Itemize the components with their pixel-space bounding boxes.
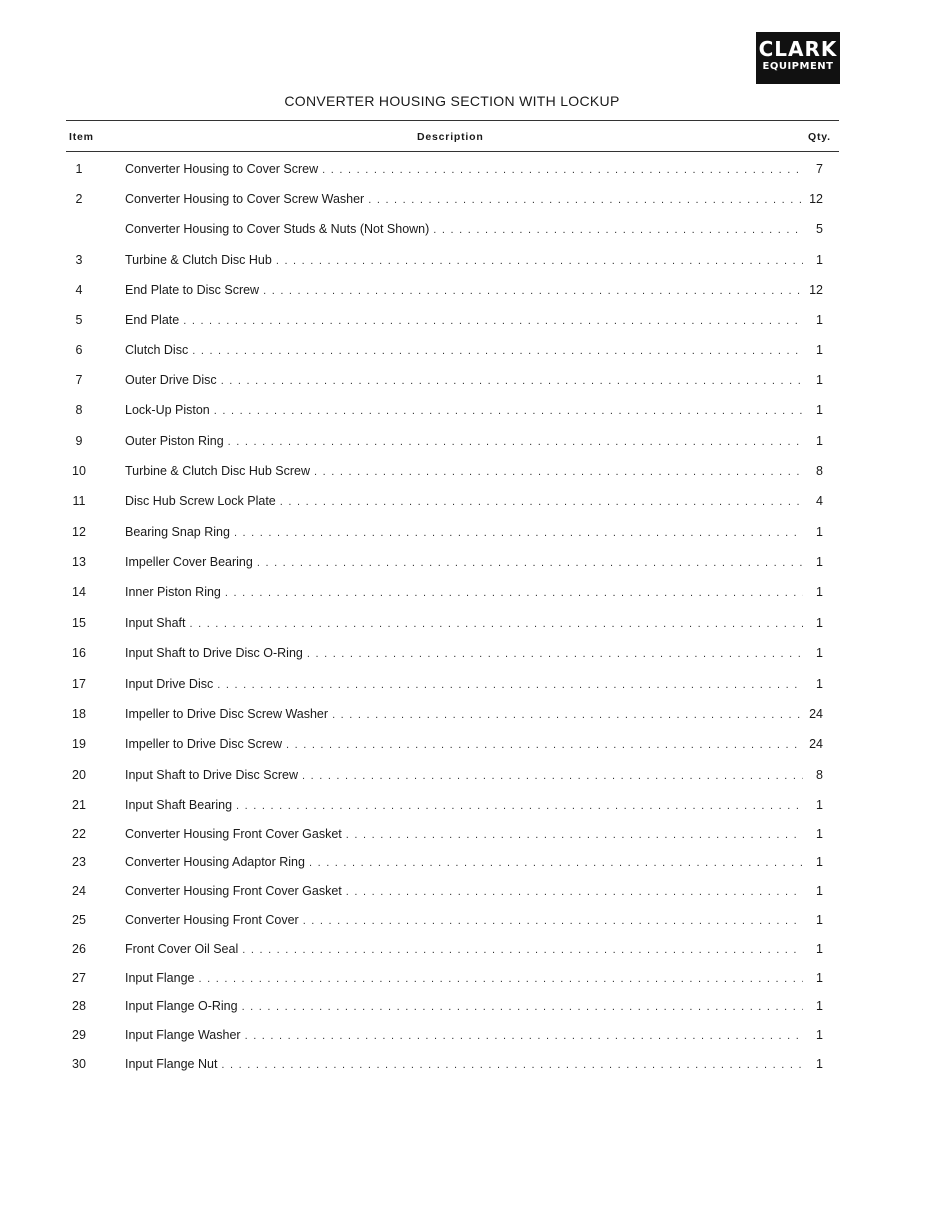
- part-qty: 1: [816, 827, 823, 841]
- table-row: [0, 313, 939, 333]
- dot-leader: [303, 915, 803, 927]
- row-line: [125, 525, 823, 539]
- part-qty: 1: [816, 855, 823, 869]
- dot-leader: [189, 618, 803, 630]
- part-description: Outer Drive Disc: [125, 373, 217, 387]
- row-line: [125, 1028, 823, 1042]
- table-row: [0, 162, 939, 182]
- table-row: [0, 1028, 939, 1048]
- table-row: [0, 494, 939, 514]
- row-line: [125, 253, 823, 267]
- item-number: 24: [72, 884, 86, 898]
- item-number: 9: [75, 434, 83, 448]
- table-row: [0, 525, 939, 545]
- table-row: [0, 827, 939, 847]
- table-row: [0, 737, 939, 757]
- dot-leader: [309, 857, 803, 869]
- part-qty: 1: [816, 585, 823, 599]
- part-qty: 1: [816, 343, 823, 357]
- row-line: [125, 677, 823, 691]
- table-row: [0, 283, 939, 303]
- part-qty: 1: [816, 942, 823, 956]
- item-number: 22: [72, 827, 86, 841]
- header-description: Description: [417, 131, 484, 143]
- part-description: End Plate to Disc Screw: [125, 283, 260, 297]
- row-line: [125, 464, 823, 478]
- row-line: [125, 313, 823, 327]
- part-qty: 7: [816, 162, 823, 176]
- item-number: 28: [72, 999, 86, 1013]
- part-qty: 1: [816, 999, 823, 1013]
- dot-leader: [236, 800, 803, 812]
- item-number: 14: [72, 585, 86, 599]
- item-number: 25: [72, 913, 86, 927]
- part-description: Bearing Snap Ring: [125, 525, 230, 539]
- part-qty: 1: [816, 373, 823, 387]
- part-description: Lock-Up Piston: [125, 403, 210, 417]
- part-description: Input Flange O-Ring: [125, 999, 238, 1013]
- part-description: Turbine & Clutch Disc Hub Screw: [125, 464, 311, 478]
- dot-leader: [242, 944, 803, 956]
- dot-leader: [332, 709, 803, 721]
- part-qty: 1: [816, 403, 823, 417]
- part-qty: 12: [809, 192, 823, 206]
- row-line: [125, 884, 823, 898]
- item-number: 23: [72, 855, 86, 869]
- part-description: Impeller to Drive Disc Screw: [125, 737, 282, 751]
- header-item: Item: [69, 131, 94, 143]
- dot-leader: [221, 375, 803, 387]
- part-description: Input Drive Disc: [125, 677, 214, 691]
- dot-leader: [257, 557, 803, 569]
- row-line: [125, 737, 823, 751]
- item-number: 7: [75, 373, 83, 387]
- table-row: [0, 464, 939, 484]
- part-description: Front Cover Oil Seal: [125, 942, 239, 956]
- dot-leader: [214, 405, 803, 417]
- item-number: 26: [72, 942, 86, 956]
- dot-leader: [286, 739, 803, 751]
- row-line: [125, 555, 823, 569]
- table-row: [0, 585, 939, 605]
- table-row: [0, 707, 939, 727]
- part-description: Inner Piston Ring: [125, 585, 221, 599]
- part-qty: 1: [816, 884, 823, 898]
- item-number: 1: [75, 162, 83, 176]
- item-number: 6: [75, 343, 83, 357]
- row-line: [125, 585, 823, 599]
- dot-leader: [346, 829, 803, 841]
- dot-leader: [228, 436, 803, 448]
- row-line: [125, 434, 823, 448]
- part-description: Input Shaft to Drive Disc O-Ring: [125, 646, 303, 660]
- row-line: [125, 971, 823, 985]
- part-qty: 1: [816, 971, 823, 985]
- dot-leader: [368, 194, 803, 206]
- row-line: [125, 192, 823, 206]
- part-description: Disc Hub Screw Lock Plate: [125, 494, 276, 508]
- header-rule: [66, 151, 839, 152]
- part-qty: 1: [816, 677, 823, 691]
- table-row: [0, 343, 939, 363]
- top-rule: [66, 120, 839, 121]
- row-line: [125, 494, 823, 508]
- part-description: Input Shaft: [125, 616, 186, 630]
- part-description: Converter Housing Front Cover: [125, 913, 299, 927]
- part-qty: 1: [816, 313, 823, 327]
- row-line: [125, 373, 823, 387]
- part-description: Input Flange Washer: [125, 1028, 241, 1042]
- dot-leader: [276, 255, 803, 267]
- item-number: 20: [72, 768, 86, 782]
- table-row: [0, 798, 939, 818]
- item-number: 18: [72, 707, 86, 721]
- dot-leader: [245, 1030, 803, 1042]
- part-qty: 8: [816, 464, 823, 478]
- page-title: CONVERTER HOUSING SECTION WITH LOCKUP: [284, 93, 620, 109]
- part-qty: 1: [816, 798, 823, 812]
- table-row: [0, 855, 939, 875]
- table-row: [0, 434, 939, 454]
- part-description: Converter Housing to Cover Screw: [125, 162, 319, 176]
- part-qty: 12: [809, 283, 823, 297]
- part-description: Impeller to Drive Disc Screw Washer: [125, 707, 329, 721]
- part-qty: 1: [816, 253, 823, 267]
- part-qty: 1: [816, 1028, 823, 1042]
- dot-leader: [314, 466, 803, 478]
- table-row: [0, 403, 939, 423]
- row-line: [125, 855, 823, 869]
- table-row: [0, 768, 939, 788]
- table-row: [0, 1057, 939, 1077]
- part-description: Input Flange Nut: [125, 1057, 218, 1071]
- table-row: [0, 884, 939, 904]
- dot-leader: [221, 1059, 803, 1071]
- part-qty: 24: [809, 707, 823, 721]
- dot-leader: [322, 164, 803, 176]
- row-line: [125, 942, 823, 956]
- table-row: [0, 999, 939, 1019]
- row-line: [125, 827, 823, 841]
- row-line: [125, 768, 823, 782]
- dot-leader: [199, 973, 804, 985]
- row-line: [125, 222, 823, 236]
- row-line: [125, 913, 823, 927]
- part-qty: 4: [816, 494, 823, 508]
- part-qty: 1: [816, 525, 823, 539]
- item-number: 27: [72, 971, 86, 985]
- item-number: 21: [72, 798, 86, 812]
- part-description: Converter Housing to Cover Screw Washer: [125, 192, 365, 206]
- item-number: 8: [75, 403, 83, 417]
- row-line: [125, 999, 823, 1013]
- item-number: 13: [72, 555, 86, 569]
- part-description: Outer Piston Ring: [125, 434, 224, 448]
- table-row: [0, 677, 939, 697]
- logo-line-1: CLARK: [758, 37, 838, 61]
- dot-leader: [263, 285, 803, 297]
- part-qty: 1: [816, 434, 823, 448]
- logo-line-2: EQUIPMENT: [762, 61, 834, 72]
- part-description: Converter Housing Front Cover Gasket: [125, 827, 342, 841]
- item-number: 2: [75, 192, 83, 206]
- table-row: [0, 971, 939, 991]
- table-row: [0, 373, 939, 393]
- part-qty: 1: [816, 646, 823, 660]
- part-description: Converter Housing Adaptor Ring: [125, 855, 305, 869]
- table-row: [0, 555, 939, 575]
- dot-leader: [234, 527, 803, 539]
- dot-leader: [346, 886, 803, 898]
- clark-equipment-logo: [756, 32, 840, 84]
- row-line: [125, 162, 823, 176]
- table-row: [0, 646, 939, 666]
- table-row: [0, 616, 939, 636]
- table-row: [0, 913, 939, 933]
- item-number: 29: [72, 1028, 86, 1042]
- item-number: 4: [75, 283, 83, 297]
- part-qty: 1: [816, 555, 823, 569]
- dot-leader: [217, 679, 803, 691]
- row-line: [125, 403, 823, 417]
- part-qty: 1: [816, 913, 823, 927]
- dot-leader: [302, 770, 803, 782]
- part-description: Input Shaft Bearing: [125, 798, 233, 812]
- row-line: [125, 646, 823, 660]
- part-description: Turbine & Clutch Disc Hub: [125, 253, 272, 267]
- part-description: Converter Housing Front Cover Gasket: [125, 884, 342, 898]
- part-qty: 1: [816, 616, 823, 630]
- part-description: Input Flange: [125, 971, 195, 985]
- part-qty: 8: [816, 768, 823, 782]
- item-number: 11: [72, 494, 86, 508]
- table-row: [0, 192, 939, 212]
- item-number: 5: [75, 313, 83, 327]
- dot-leader: [280, 496, 803, 508]
- item-number: 15: [72, 616, 86, 630]
- part-description: Converter Housing to Cover Studs & Nuts (Not Shown): [125, 222, 430, 236]
- item-number: 10: [72, 464, 86, 478]
- table-row: [0, 222, 939, 242]
- part-description: Clutch Disc: [125, 343, 189, 357]
- item-number: 3: [75, 253, 83, 267]
- row-line: [125, 798, 823, 812]
- dot-leader: [225, 587, 803, 599]
- item-number: 12: [72, 525, 86, 539]
- row-line: [125, 616, 823, 630]
- item-number: 19: [72, 737, 86, 751]
- dot-leader: [307, 648, 803, 660]
- table-row: [0, 942, 939, 962]
- row-line: [125, 707, 823, 721]
- part-qty: 5: [816, 222, 823, 236]
- dot-leader: [192, 345, 803, 357]
- header-qty: Qty.: [808, 131, 831, 143]
- row-line: [125, 283, 823, 297]
- part-description: Input Shaft to Drive Disc Screw: [125, 768, 298, 782]
- part-qty: 24: [809, 737, 823, 751]
- table-row: [0, 253, 939, 273]
- row-line: [125, 1057, 823, 1071]
- part-description: Impeller Cover Bearing: [125, 555, 253, 569]
- item-number: 16: [72, 646, 86, 660]
- dot-leader: [183, 315, 803, 327]
- dot-leader: [433, 224, 803, 236]
- row-line: [125, 343, 823, 357]
- item-number: 17: [72, 677, 86, 691]
- part-qty: 1: [816, 1057, 823, 1071]
- part-description: End Plate: [125, 313, 180, 327]
- dot-leader: [242, 1001, 803, 1013]
- item-number: 30: [72, 1057, 86, 1071]
